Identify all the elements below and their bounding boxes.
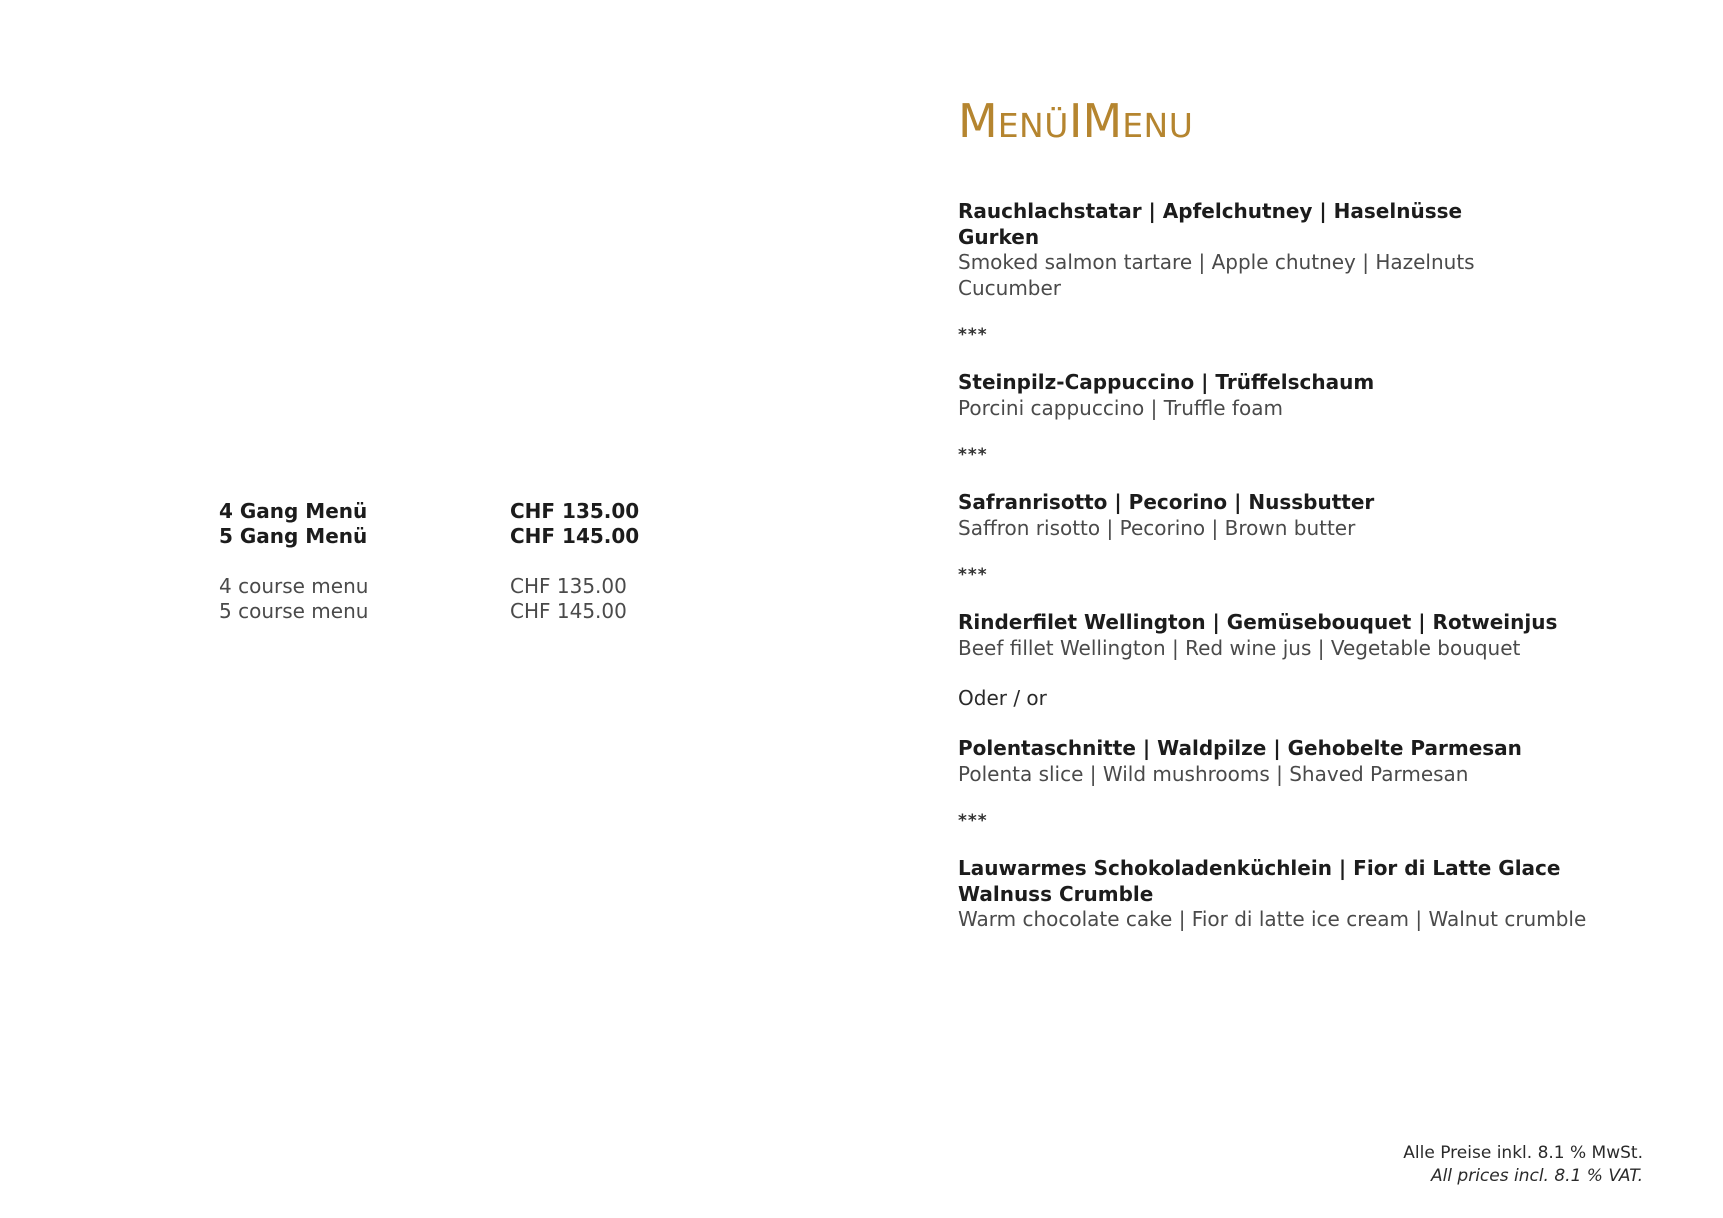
title-initial: M	[958, 94, 998, 148]
menu-panel	[958, 94, 1678, 933]
course-name-en: Porcini cappuccino | Truffle foam	[958, 395, 1283, 420]
spacer	[219, 549, 659, 574]
course-name-en: Saffron risotto | Pecorino | Brown butter	[958, 515, 1356, 540]
course-name-en: Warm chocolate cake | Fior di latte ice cream | Walnut crumble	[958, 907, 1587, 931]
course-name-de: Lauwarmes Schokoladenküchlein | Fior di Latte Glace	[958, 856, 1561, 880]
price-row-5-course	[219, 599, 659, 624]
vat-note	[1403, 1142, 1643, 1188]
course-name-de: Walnuss Crumble	[958, 881, 1154, 906]
price-row-4-gang	[219, 499, 659, 524]
course-name-de: Safranrisotto | Pecorino | Nussbutter	[958, 490, 1375, 514]
menu-title	[958, 94, 1678, 153]
vat-note-en: All prices incl. 8.1 % VAT.	[1430, 1166, 1643, 1186]
course-separator: ***	[958, 811, 988, 831]
price-label: 4 course menu	[219, 574, 369, 598]
course-separator: ***	[958, 445, 988, 465]
price-label: 4 Gang Menü	[219, 499, 368, 523]
course-name-en: Smoked salmon tartare | Apple chutney | Hazelnuts	[958, 250, 1475, 274]
course-name-de: Rauchlachstatar | Apfelchutney | Haselnüsse	[958, 199, 1463, 223]
course-name-de: Steinpilz-Cappuccino | Trüffelschaum	[958, 370, 1375, 394]
course-main-alternative	[958, 736, 1678, 787]
price-row-4-course	[219, 574, 659, 599]
course-starter	[958, 199, 1678, 301]
price-value: CHF 145.00	[510, 524, 640, 548]
course-soup	[958, 370, 1678, 421]
course-separator: ***	[958, 565, 988, 585]
course-dessert	[958, 856, 1678, 933]
price-label: 5 course menu	[219, 599, 369, 623]
course-intermediate	[958, 490, 1678, 541]
price-row-5-gang	[219, 524, 659, 549]
vat-note-de: Alle Preise inkl. 8.1 % MwSt.	[1403, 1143, 1643, 1163]
course-separator: ***	[958, 325, 988, 345]
alternative-label: Oder / or	[958, 686, 1047, 710]
course-name-de: Gurken	[958, 224, 1040, 249]
title-rest: ENÜ	[997, 106, 1069, 145]
title-initial: M	[1082, 94, 1123, 148]
price-value: CHF 135.00	[510, 499, 640, 523]
price-value: CHF 135.00	[510, 574, 627, 598]
price-value: CHF 145.00	[510, 599, 627, 623]
price-list	[219, 499, 659, 624]
course-main	[958, 610, 1678, 661]
price-label: 5 Gang Menü	[219, 524, 368, 548]
course-name-de: Rinderfilet Wellington | Gemüsebouquet | Rotweinjus	[958, 610, 1558, 634]
title-rest: ENU	[1122, 106, 1194, 145]
title-divider: I	[1068, 94, 1083, 148]
course-name-en: Beef fillet Wellington | Red wine jus | Vegetable bouquet	[958, 635, 1521, 660]
course-name-de: Polentaschnitte | Waldpilze | Gehobelte Parmesan	[958, 736, 1522, 760]
course-name-en: Cucumber	[958, 275, 1062, 300]
course-name-en: Polenta slice | Wild mushrooms | Shaved Parmesan	[958, 761, 1469, 786]
